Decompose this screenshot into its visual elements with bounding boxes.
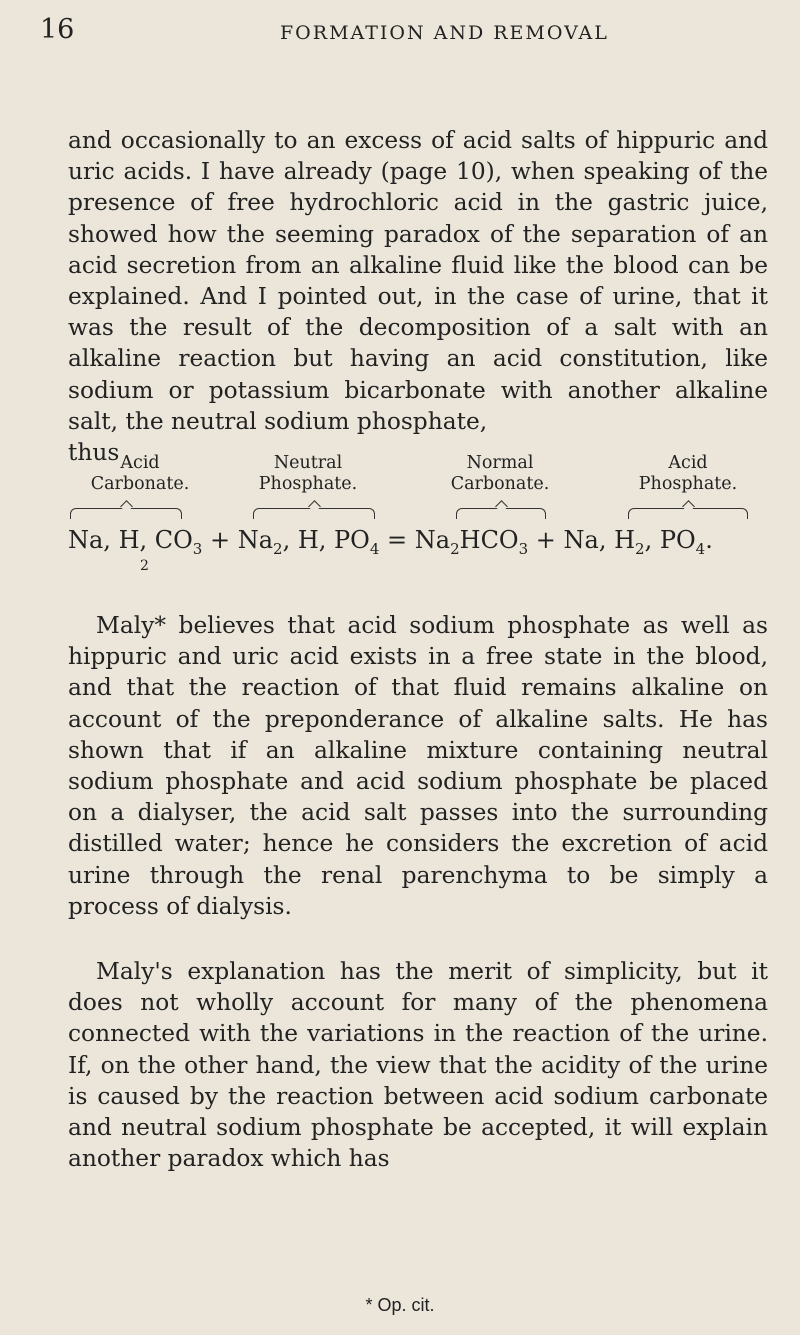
page-number: 16 <box>40 14 75 45</box>
paragraph-3: Maly's explanation has the merit of simplicity, but it does not wholly account for many of the phenomena connected with the variations in the reaction of the urine. If, on the other hand, the view that the acidity of the urine is caused by the reaction between acid sodium carbonate and neutral sodium phosphate be accepted, it will explain another paradox which has <box>68 958 768 1173</box>
label-normal-carbonate: Normal Carbonate. <box>450 453 550 494</box>
brace-2 <box>253 508 375 519</box>
brace-3 <box>456 508 546 519</box>
brace-4 <box>628 508 748 519</box>
chemical-equation <box>68 453 768 574</box>
running-head: FORMATION AND REMOVAL <box>280 22 609 44</box>
paragraph-1 <box>68 125 768 468</box>
paragraph-1-text: and occasionally to an excess of acid salts of hippuric and uric acids. I have already (page 10), when speaking of the presence of free hydrochloric acid in the gastric juice, showed how the seeming paradox of the separation of an acid secretion from an alkaline fluid like the blood can be explained. And I pointed out, in the case of urine, that it was the result of the decomposition of a salt with an alkaline reaction but having an acid constitution, like sodium or potassium bicarbonate with another alkaline salt, the neutral sodium phosphate, <box>68 127 768 435</box>
margin-mark: 2 <box>140 558 149 574</box>
paragraph-2: Maly* believes that acid sodium phosphate as well as hippuric and uric acid exists in a free state in the blood, and that the reaction of that fluid remains alkaline on account of the preponderance of alkaline salts. He has shown that if an alkaline mixture containing neutral sodium phosphate and acid sodium phosphate be placed on a dialyser, the acid salt passes into the surrounding distilled water; hence he considers the excretion of acid urine through the renal parenchyma to be simply a process of dialysis. <box>68 612 768 920</box>
footnote: * Op. cit. <box>365 1295 435 1315</box>
brace-1 <box>70 508 182 519</box>
label-acid-phosphate: Acid Phosphate. <box>638 453 738 494</box>
label-neutral-phosphate: Neutral Phosphate. <box>258 453 358 494</box>
equation-formula: Na, H, $CO_3 + Na_2$, H, $PO_4 = Na_2HCO_3 + Na$, $H_2$, $PO_4$. <box>68 526 713 558</box>
paragraph-1-end: thus <box>68 439 120 467</box>
label-acid-carbonate: Acid Carbonate. <box>90 453 190 494</box>
